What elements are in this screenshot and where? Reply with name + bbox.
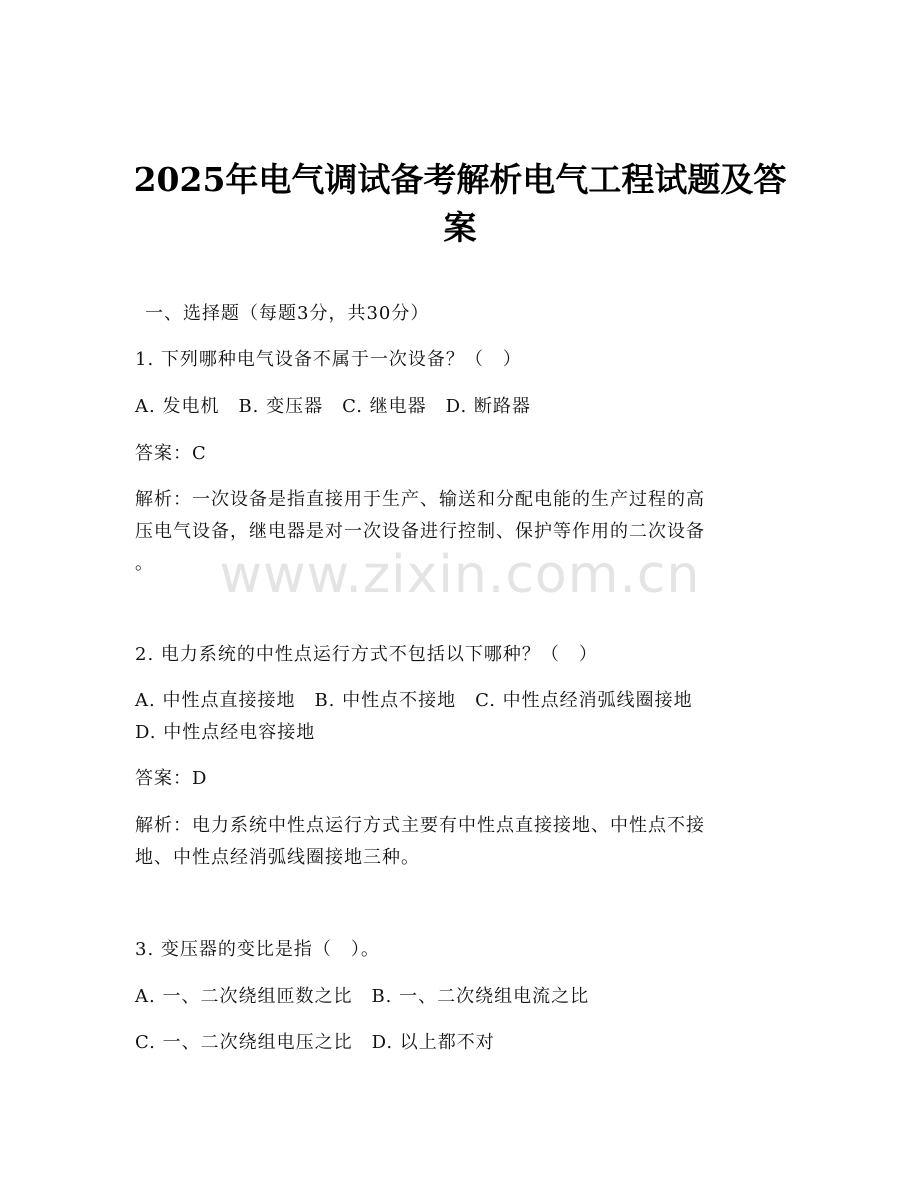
section-heading: 一、选择题（每题3分，共30分） xyxy=(145,303,430,324)
question-2-options-line-2: D. 中性点经电容接地 xyxy=(135,722,316,743)
question-2-answer: 答案：D xyxy=(135,768,208,789)
question-1-options: A. 发电机 B. 变压器 C. 继电器 D. 断路器 xyxy=(135,396,531,417)
watermark: www.zixin.com.cn xyxy=(219,545,701,605)
question-3-options-line-1: A. 一、二次绕组匝数之比 B. 一、二次绕组电流之比 xyxy=(135,986,590,1007)
document-title-line-1: 2025年电气调试备考解析电气工程试题及答 xyxy=(133,160,787,199)
question-1-analysis-line-3: 。 xyxy=(135,553,154,574)
question-2-stem: 2. 电力系统的中性点运行方式不包括以下哪种？（ ） xyxy=(135,644,598,665)
document-title-line-2: 案 xyxy=(443,208,477,247)
question-3-stem: 3. 变压器的变比是指（ ）。 xyxy=(135,939,380,960)
question-1-answer: 答案：C xyxy=(135,443,207,464)
question-2-options-line-1: A. 中性点直接接地 B. 中性点不接地 C. 中性点经消弧线圈接地 xyxy=(135,690,693,711)
question-1-stem: 1. 下列哪种电气设备不属于一次设备？（ ） xyxy=(135,349,522,370)
question-1-analysis-line-1: 解析：一次设备是指直接用于生产、输送和分配电能的生产过程的高 xyxy=(135,489,705,510)
question-2-analysis-line-2: 地、中性点经消弧线圈接地三种。 xyxy=(135,847,420,868)
question-2-analysis-line-1: 解析：电力系统中性点运行方式主要有中性点直接接地、中性点不接 xyxy=(135,815,705,836)
question-1-analysis-line-2: 压电气设备，继电器是对一次设备进行控制、保护等作用的二次设备 xyxy=(135,521,705,542)
question-3-options-line-2: C. 一、二次绕组电压之比 D. 以上都不对 xyxy=(135,1032,495,1053)
